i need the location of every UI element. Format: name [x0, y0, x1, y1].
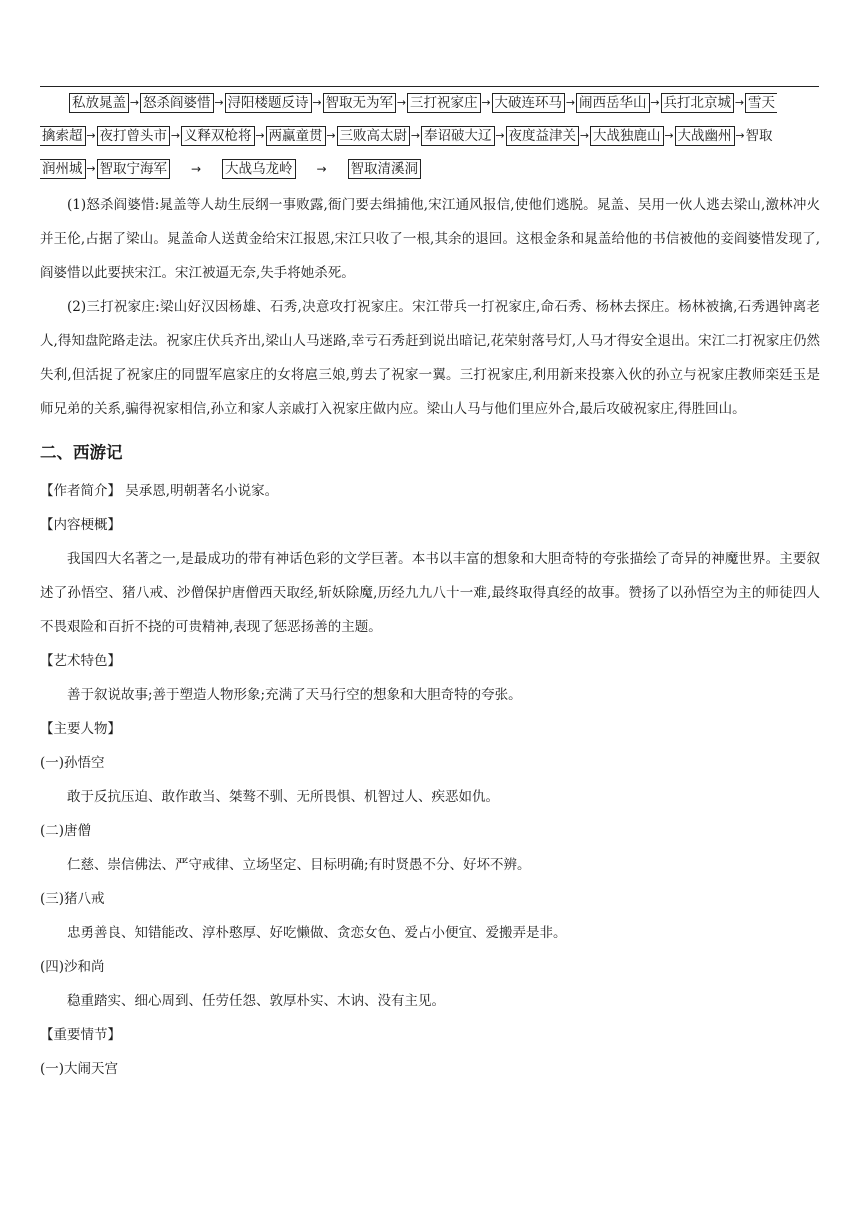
flow-box: 大破连环马 [492, 93, 566, 113]
plots-label: 【重要情节】 [40, 1027, 121, 1043]
arrow-icon: → [579, 129, 590, 142]
arrow-icon: → [650, 96, 660, 109]
summary-text: 我国四大名著之一,是最成功的带有神话色彩的文学巨著。本书以丰富的想象和大胆奇特的夸张描绘了奇异的神魔世界。主要叙述了孙悟空、猪八戒、沙僧保护唐僧西天取经,斩妖除魔,历经九九八十一难,最终取得真经的故事。赞扬了以孙悟空为主的师徒四人不畏艰险和百折不挠的可贵精神,表现了惩恶扬善的主题。 [40, 551, 820, 635]
flow-box: 怒杀阎婆惜 [140, 93, 214, 113]
arrow-icon: → [170, 129, 181, 142]
character-name: (一)孙悟空 [40, 755, 105, 771]
flow-box: 浔阳楼题反诗 [225, 93, 312, 113]
section-heading: 二、西游记 [40, 443, 123, 462]
character-desc: 忠勇善良、知错能改、淳朴憨厚、好吃懒做、贪恋女色、爱占小便宜、爱搬弄是非。 [67, 925, 567, 941]
flow-box: 大战独鹿山 [590, 126, 664, 146]
flow-box: 智取 [745, 128, 773, 144]
character-desc: 仁慈、崇信佛法、严守戒律、立场坚定、目标明确;有时贤愚不分、好坏不辨。 [67, 857, 531, 873]
arrow-icon: → [214, 96, 224, 109]
flow-box: 擒索超 [40, 126, 86, 146]
author-label: 【作者简介】 [40, 483, 121, 499]
arrow-icon: → [495, 129, 505, 142]
arrow-icon: → [565, 96, 576, 109]
arrow-icon: → [86, 162, 96, 175]
arrow-icon: → [396, 96, 407, 109]
arrow-icon: → [129, 96, 140, 109]
flow-box: 兵打北京城 [661, 93, 735, 113]
art-text: 善于叙说故事;善于塑造人物形象;充满了天马行空的想象和大胆奇特的夸张。 [67, 687, 522, 703]
flow-box: 奉诏破大辽 [421, 126, 495, 146]
flow-box: 雪天 [745, 93, 777, 113]
character-name: (三)猪八戒 [40, 891, 105, 907]
water-margin-paragraph-2: (2)三打祝家庄:梁山好汉因杨雄、石秀,决意攻打祝家庄。宋江带兵一打祝家庄,命石秀、杨林去探庄。杨林被擒,石秀遇钟离老人,得知盘陀路走法。祝家庄伏兵齐出,梁山人马迷路,幸亏石秀赶到说出暗记,花荣射落号灯,人马才得安全退出。宋江二打祝家庄仍然失利,但活捉了祝家庄的同盟军扈家庄的女将扈三娘,剪去了祝家一翼。三打祝家庄,利用新来投寨入伙的孙立与祝家庄教师栾廷玉是师兄弟的关系,骗得祝家相信,孙立和家人亲戚打入祝家庄做内应。梁山人马与他们里应外合,最后攻破祝家庄,得胜回山。 [40, 299, 820, 417]
arrow-icon: → [481, 96, 491, 109]
flow-row-3 [40, 158, 820, 180]
flow-box: 夜打曾头市 [97, 126, 171, 146]
flow-box: 两赢童贯 [266, 126, 326, 146]
flow-row-1 [40, 92, 820, 114]
author-text: 吴承恩,明朝著名小说家。 [121, 483, 279, 499]
arrow-icon: → [326, 129, 336, 142]
flow-box: 智取宁海军 [97, 159, 171, 179]
plot-item: (一)大闹天宫 [40, 1061, 119, 1077]
flow-box: 闹西岳华山 [576, 93, 650, 113]
flow-box: 三打祝家庄 [407, 93, 481, 113]
arrow-icon: → [86, 129, 96, 142]
characters-label: 【主要人物】 [40, 721, 121, 737]
flow-box: 私放晁盖 [69, 93, 129, 113]
flow-box: 润州城 [40, 159, 86, 179]
arrow-icon: → [735, 129, 745, 142]
flow-row-2 [40, 125, 820, 147]
arrow-icon: → [255, 129, 265, 142]
summary-label: 【内容梗概】 [40, 517, 121, 533]
flow-box: 智取清溪洞 [348, 159, 422, 179]
flow-box: 夜度益津关 [506, 126, 580, 146]
flow-box: 义释双枪将 [181, 126, 255, 146]
author-intro [40, 474, 820, 508]
arrow-icon: → [316, 162, 327, 176]
document-body [40, 188, 820, 1086]
flow-box: 大战幽州 [675, 126, 735, 146]
character-name: (二)唐僧 [40, 823, 92, 839]
art-label: 【艺术特色】 [40, 653, 121, 669]
arrow-icon: → [664, 129, 674, 142]
flow-box: 智取无为军 [323, 93, 397, 113]
character-name: (四)沙和尚 [40, 959, 105, 975]
arrow-icon: → [734, 96, 745, 109]
water-margin-paragraph-1: (1)怒杀阎婆惜:晁盖等人劫生辰纲一事败露,衙门要去缉捕他,宋江通风报信,使他们逃脱。晁盖、吴用一伙人逃去梁山,激林冲火并王伦,占据了梁山。晁盖命人送黄金给宋江报恩,宋江只收了一根,其余的退回。这根金条和晁盖给他的书信被他的妾阎婆惜发现了,阎婆惜以此要挟宋江。宋江被逼无奈,失手将她杀死。 [40, 197, 820, 281]
character-desc: 敢于反抗压迫、敢作敢当、桀骜不驯、无所畏惧、机智过人、疾恶如仇。 [67, 789, 499, 805]
arrow-icon: → [312, 96, 322, 109]
plot-flow-chart [40, 92, 820, 191]
top-rule [40, 86, 819, 87]
arrow-icon: → [410, 129, 421, 142]
flow-box: 三败高太尉 [337, 126, 411, 146]
arrow-icon: → [190, 162, 202, 176]
flow-box: 大战乌龙岭 [222, 159, 296, 179]
character-desc: 稳重踏实、细心周到、任劳任怨、敦厚朴实、木讷、没有主见。 [67, 993, 445, 1009]
